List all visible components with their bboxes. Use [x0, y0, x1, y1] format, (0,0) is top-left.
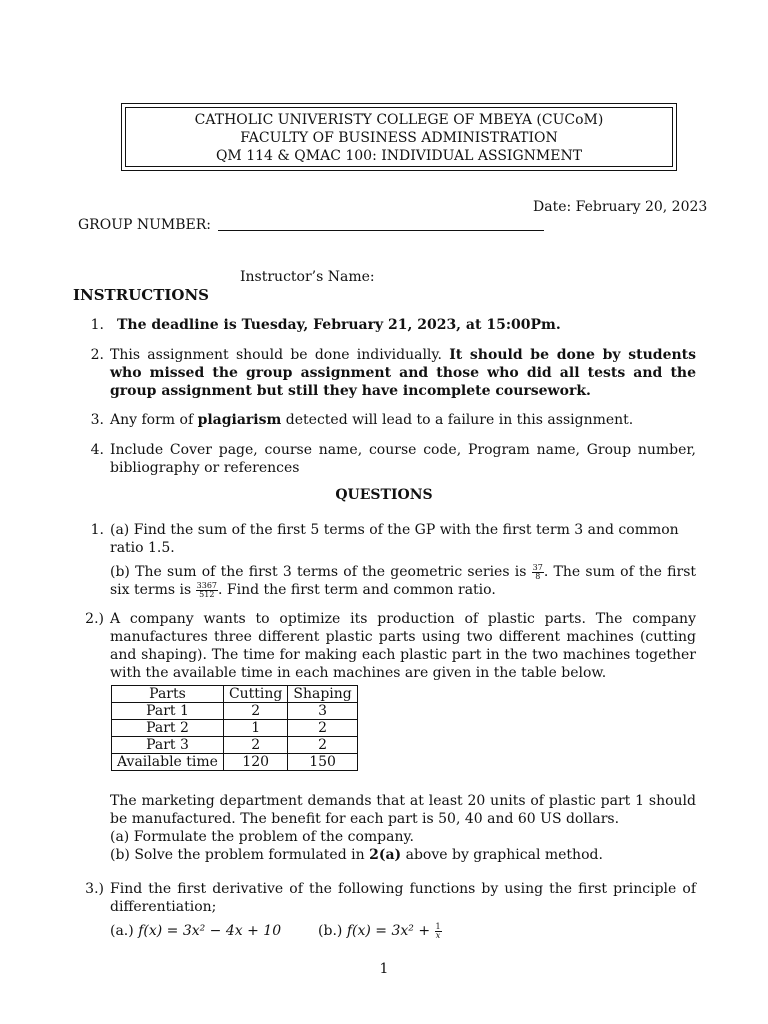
table-cell: 2	[223, 737, 287, 754]
table-cell: 2	[288, 737, 357, 754]
instruction-number: 4.	[90, 442, 104, 458]
table-cell: 3	[288, 703, 357, 720]
fraction-denominator: x	[435, 930, 441, 940]
table-cell: 1	[223, 720, 287, 737]
question-2-text: A company wants to optimize its production of plastic parts. The company manufactures three different plastic parts using two different machines (cutting and shaping). The time for making each plastic part in the two machines together with the available time in each machines are given in the table below.	[110, 611, 696, 681]
group-number-line	[218, 230, 544, 231]
question-number: 2.)	[85, 611, 104, 627]
table-header: Cutting	[223, 686, 287, 703]
header-course: QM 114 & QMAC 100: INDIVIDUAL ASSIGNMENT	[215, 148, 583, 164]
question-3-text: Find the first derivative of the following functions by using the first principle of differentiation;	[110, 881, 696, 915]
table-row	[112, 737, 358, 754]
table-cell: Part 1	[112, 703, 224, 720]
header-box	[121, 103, 677, 171]
table-cell: Part 3	[112, 737, 224, 754]
question-2b-ref: 2(a)	[369, 847, 402, 863]
question-3a-label: (a.)	[110, 923, 134, 939]
question-2b	[110, 846, 696, 864]
instruction-number: 3.	[90, 412, 104, 428]
table-cell: 150	[288, 754, 357, 771]
table-cell: 2	[288, 720, 357, 737]
fraction	[435, 923, 442, 940]
question-1b-text: (b) The sum of the first 3 terms of the geometric series is	[110, 564, 527, 580]
page-number: 1	[379, 961, 389, 977]
table-row	[112, 754, 358, 771]
question-3b-expression: f(x) = 3x² +	[346, 923, 431, 939]
question-2b-text: above by graphical method.	[405, 847, 603, 863]
fraction-denominator: 512	[199, 589, 215, 599]
questions-title: QUESTIONS	[335, 487, 433, 503]
instruction-text: This assignment should be done individually.	[110, 347, 442, 363]
instruction-number: 1.	[90, 317, 104, 333]
table-cell: Available time	[112, 754, 224, 771]
instruction-emphasis: plagiarism	[197, 412, 282, 428]
question-1b	[110, 563, 696, 599]
table-row	[112, 703, 358, 720]
fraction	[196, 582, 218, 599]
instructions-title: INSTRUCTIONS	[73, 286, 209, 304]
header-inner-box	[125, 107, 673, 167]
table-header-row	[112, 686, 358, 703]
question-3-parts	[110, 922, 696, 940]
table-header: Parts	[112, 686, 224, 703]
header-faculty: FACULTY OF BUSINESS ADMINISTRATION	[240, 130, 558, 146]
fraction-denominator: 8	[535, 571, 541, 581]
group-number-label: GROUP NUMBER:	[78, 217, 212, 233]
instruction-emphasis: It should be done by students who missed the group assignment and those who did all tests and the group assignment but still they have incomplete coursework.	[110, 347, 696, 399]
instruction-text: Include Cover page, course name, course code, Program name, Group number, bibliography or references	[110, 442, 696, 476]
question-2a: (a) Formulate the problem of the company.	[110, 829, 414, 845]
question-1b-text: . Find the first term and common ratio.	[218, 582, 496, 598]
table-cell: 2	[223, 703, 287, 720]
instructor-label: Instructor’s Name:	[240, 269, 375, 285]
table-header: Shaping	[288, 686, 357, 703]
instruction-text: Any form of	[110, 412, 194, 428]
parts-table	[111, 685, 358, 771]
question-3b-label: (b.)	[318, 923, 343, 939]
table-cell: Part 2	[112, 720, 224, 737]
instruction-text: detected will lead to a failure in this assignment.	[285, 412, 634, 428]
question-number: 1.	[90, 522, 104, 538]
table-row	[112, 720, 358, 737]
instruction-number: 2.	[90, 347, 104, 363]
fraction-numerator: 37	[532, 562, 543, 572]
date-text: Date: February 20, 2023	[533, 199, 708, 215]
header-institution: CATHOLIC UNIVERISTY COLLEGE OF MBEYA (CUCoM)	[194, 112, 604, 128]
question-2-text: The marketing department demands that at least 20 units of plastic part 1 should be manufactured. The benefit for each part is 50, 40 and 60 US dollars.	[110, 793, 696, 827]
table-cell: 120	[223, 754, 287, 771]
question-1b-text: . The sum of the first six terms is	[110, 564, 697, 598]
instruction-text: The deadline is Tuesday, February 21, 2023, at 15:00Pm.	[117, 317, 561, 333]
question-3a-expression: f(x) = 3x² − 4x + 10	[138, 923, 282, 939]
question-number: 3.)	[85, 881, 104, 897]
fraction-numerator: 3367	[196, 580, 217, 590]
question-1a: (a) Find the sum of the first 5 terms of the GP with the first term 3 and common ratio 1.5.	[110, 522, 679, 556]
fraction-numerator: 1	[435, 921, 441, 931]
question-2b-text: (b) Solve the problem formulated in	[110, 847, 365, 863]
fraction	[532, 564, 544, 581]
